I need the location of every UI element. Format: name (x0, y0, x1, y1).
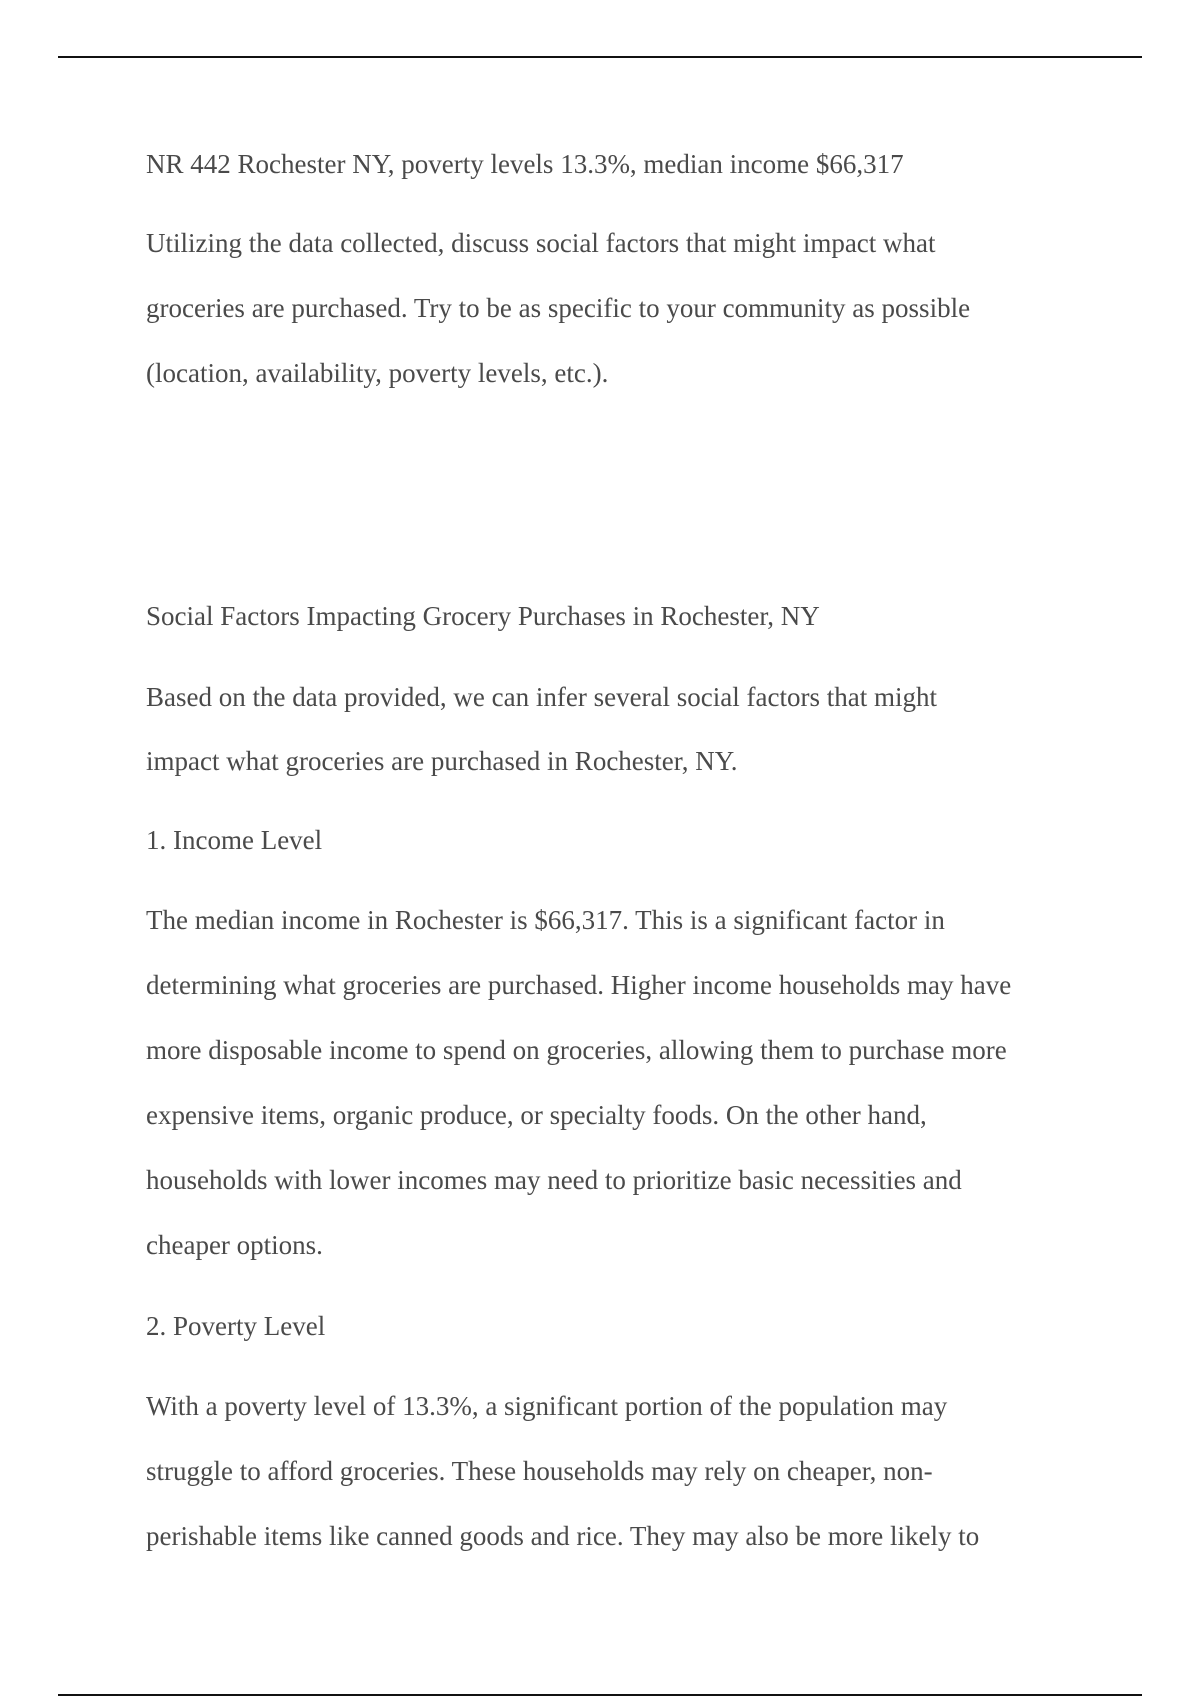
income-paragraph-line: households with lower incomes may need to prioritize basic necessities and (146, 1165, 962, 1195)
income-paragraph-line: more disposable income to spend on groceries, allowing them to purchase more (146, 1035, 1007, 1065)
header-line: NR 442 Rochester NY, poverty levels 13.3%, median income $66,317 (146, 149, 904, 179)
top-rule (58, 56, 1142, 58)
intro-line: impact what groceries are purchased in Rochester, NY. (146, 746, 738, 776)
income-paragraph-line: expensive items, organic produce, or specialty foods. On the other hand, (146, 1100, 927, 1130)
income-paragraph-line: determining what groceries are purchased. Higher income households may have (146, 970, 1012, 1000)
answer-title: Social Factors Impacting Grocery Purchases in Rochester, NY (146, 601, 820, 631)
prompt-line: Utilizing the data collected, discuss social factors that might impact what (146, 228, 936, 258)
income-paragraph-line: cheaper options. (146, 1230, 323, 1260)
section-heading-income: 1. Income Level (146, 825, 323, 855)
prompt-line: (location, availability, poverty levels, etc.). (146, 358, 609, 388)
section-heading-poverty: 2. Poverty Level (146, 1311, 326, 1341)
income-paragraph-line: The median income in Rochester is $66,317. This is a significant factor in (146, 905, 945, 935)
poverty-paragraph-line: With a poverty level of 13.3%, a significant portion of the population may (146, 1391, 948, 1421)
prompt-line: groceries are purchased. Try to be as specific to your community as possible (146, 293, 971, 323)
poverty-paragraph-line: struggle to afford groceries. These households may rely on cheaper, non- (146, 1456, 933, 1486)
bottom-rule (58, 1694, 1142, 1696)
intro-line: Based on the data provided, we can infer several social factors that might (146, 682, 937, 712)
poverty-paragraph-line: perishable items like canned goods and rice. They may also be more likely to (146, 1521, 980, 1551)
